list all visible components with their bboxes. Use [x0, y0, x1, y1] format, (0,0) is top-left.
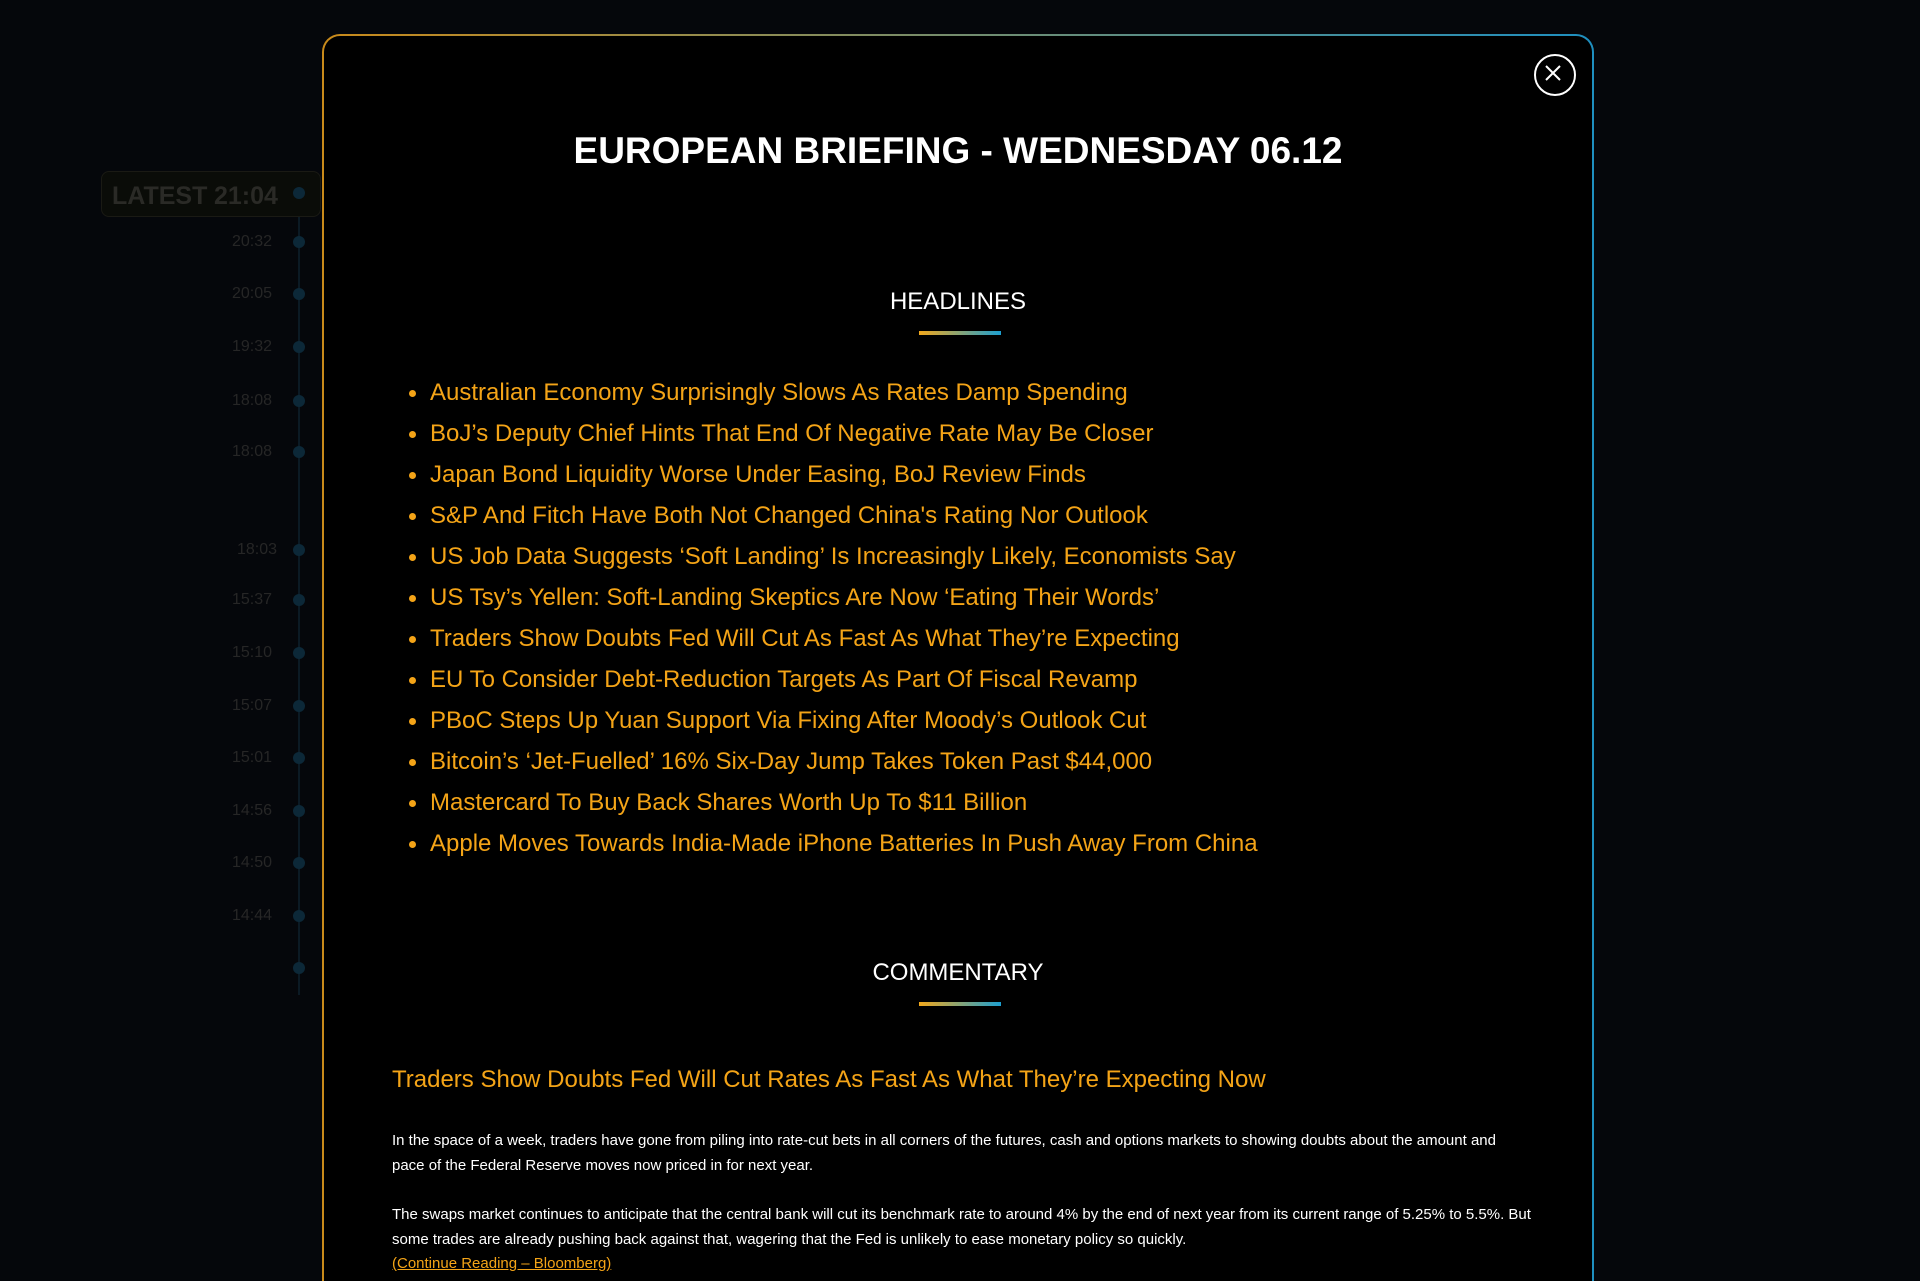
timeline-time[interactable]: 18:08 [231, 392, 272, 409]
heading-underline [919, 331, 1001, 335]
continue-reading-link[interactable]: (Continue Reading – Bloomberg) [392, 1255, 612, 1272]
timeline-time[interactable]: 19:32 [231, 338, 272, 355]
close-button[interactable] [1534, 54, 1576, 96]
headline-item[interactable]: Mastercard To Buy Back Shares Worth Up To $11 Billion [404, 782, 1504, 823]
timeline [0, 0, 320, 1281]
headline-item[interactable]: US Job Data Suggests ‘Soft Landing’ Is Increasingly Likely, Economists Say [404, 536, 1504, 577]
timeline-dot [293, 700, 305, 712]
latest-time: 21:04 [214, 182, 278, 210]
timeline-line [298, 185, 300, 995]
timeline-time[interactable]: 15:07 [231, 697, 272, 714]
timeline-dot [293, 395, 305, 407]
timeline-dot [293, 910, 305, 922]
timeline-time[interactable]: 15:37 [231, 591, 272, 608]
timeline-dot [293, 805, 305, 817]
timeline-time[interactable]: 14:56 [231, 802, 272, 819]
timeline-dot [293, 187, 305, 199]
timeline-dot [293, 857, 305, 869]
briefing-modal [322, 34, 1594, 1281]
timeline-time[interactable]: 20:05 [231, 285, 272, 302]
headlines-list [404, 372, 1504, 864]
commentary-paragraph [392, 1203, 1532, 1277]
paragraph-text: The swaps market continues to anticipate that the central bank will cut its benchmark rate to around 4% by the end of next year from its current range of 5.25% to 5.5%. But some trades are already pushing back against that, wagering that the Fed is unlikely to ease monetary policy so quickly. [392, 1206, 1531, 1248]
headline-item[interactable]: Traders Show Doubts Fed Will Cut As Fast As What They’re Expecting [404, 618, 1504, 659]
headline-item[interactable]: PBoC Steps Up Yuan Support Via Fixing After Moody’s Outlook Cut [404, 700, 1504, 741]
timeline-dot [293, 752, 305, 764]
timeline-dot [293, 446, 305, 458]
commentary-heading: COMMENTARY [872, 959, 1044, 986]
timeline-time[interactable]: 14:44 [231, 907, 272, 924]
timeline-time[interactable]: 18:08 [231, 443, 272, 460]
timeline-time[interactable]: 15:10 [231, 644, 272, 661]
timeline-dot [293, 962, 305, 974]
close-icon [1545, 65, 1561, 81]
headline-item[interactable]: S&P And Fitch Have Both Not Changed China's Rating Nor Outlook [404, 495, 1504, 536]
timeline-time[interactable]: 15:01 [231, 749, 272, 766]
headline-item[interactable]: BoJ’s Deputy Chief Hints That End Of Negative Rate May Be Closer [404, 413, 1504, 454]
headlines-heading: HEADLINES [889, 288, 1027, 315]
headline-item[interactable]: Australian Economy Surprisingly Slows As Rates Damp Spending [404, 372, 1504, 413]
timeline-dot [293, 594, 305, 606]
commentary-paragraph: In the space of a week, traders have gone from piling into rate-cut bets in all corners of the futures, cash and options markets to showing doubts about the amount and pace of the Federal Reserve moves now priced in for next year. [392, 1132, 1496, 1174]
timeline-time[interactable]: 14:50 [231, 854, 272, 871]
latest-label: LATEST [112, 182, 208, 210]
headline-item[interactable]: US Tsy’s Yellen: Soft-Landing Skeptics Are Now ‘Eating Their Words’ [404, 577, 1504, 618]
timeline-dot [293, 236, 305, 248]
commentary-title: Traders Show Doubts Fed Will Cut Rates As Fast As What They’re Expecting Now [392, 1066, 1266, 1093]
headline-item[interactable]: Apple Moves Towards India-Made iPhone Batteries In Push Away From China [404, 823, 1504, 864]
headline-item[interactable]: Bitcoin’s ‘Jet-Fuelled’ 16% Six-Day Jump Takes Token Past $44,000 [404, 741, 1504, 782]
timeline-time[interactable]: 18:03 [236, 541, 277, 558]
heading-underline [919, 1002, 1001, 1006]
headline-item[interactable]: Japan Bond Liquidity Worse Under Easing, BoJ Review Finds [404, 454, 1504, 495]
latest-button[interactable] [101, 171, 321, 217]
timeline-dot [293, 544, 305, 556]
timeline-time[interactable]: 20:32 [231, 233, 272, 250]
modal-title: EUROPEAN BRIEFING - WEDNESDAY 06.12 [573, 130, 1343, 171]
headline-item[interactable]: EU To Consider Debt-Reduction Targets As Part Of Fiscal Revamp [404, 659, 1504, 700]
timeline-dot [293, 288, 305, 300]
timeline-dot [293, 341, 305, 353]
timeline-dot [293, 647, 305, 659]
